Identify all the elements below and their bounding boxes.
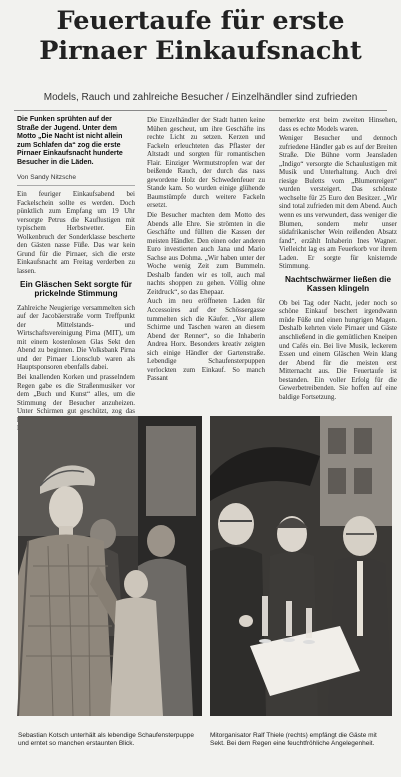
paragraph: bemerkte erst beim zweiten Hinsehen, dass es echte Models waren. [279, 116, 397, 133]
headline-line-1: Feuertaufe für erste [56, 6, 345, 36]
paragraph: Ob bei Tag oder Nacht, jeder noch so schöne Einkauf beschert irgendwann müde Füße und einen hungrigen Magen. Deshalb kehrten viele Pirnaer und Gäste anschließend in die gemütlichen Kneipen und Cafés ein. Bei live Musik, leckerem Essen und einem Gläschen Wein klang der Abend für die meisten erst Mitternacht aus. Die Feuertaufe ist bestanden. Ein voller Erfolg für die Gewerbetreibenden. Sie hoffen auf eine baldige Fortsetzung. [279, 298, 397, 401]
photo-organizer [210, 416, 392, 716]
section-subtitle: Ein Gläschen Sekt sorgte für prickelnde Stimmung [20, 279, 132, 299]
article-byline: Von Sandy Nitzsche [17, 174, 135, 187]
text-column-3 [279, 116, 397, 416]
paragraph: Bei knallenden Korken und prasselndem Regen gabe es die Straßenmusiker vor dem „Buch und Kunst“ alles, um die Stimmung der Besucher anzuheizen. Unter Schirmen gut geschützt, zog das [17, 372, 135, 416]
headline-line-2: Pirnaer Einkaufsnacht [39, 36, 362, 66]
paragraph: Auch im neu eröffneten Laden für Accessoires auf der Schössergasse tummelten sich die Käufer. „Vor allem Schirme und Taschen waren an diesem Abend der Renner“, so die Inhaberin Andrea Horx. Besonders kreativ zeigten sich einige Händler der Gartenstraße. Lebendige Schaufensterpuppen verlockten zum Einkauf. So manch Passant [147, 297, 265, 383]
photo-caption-1: Sebastian Kotsch unterhält als lebendige Schaufensterpuppe und erntet so manchen erstaunten Blick. [18, 732, 194, 747]
paragraph: Weniger Besucher und dennoch zufriedene Händler gab es auf der Breiten Straße. Die Bühne vorm Jeansladen „Indigo“ versorgte die Schaulustigen mit Musik und Unterhaltung. Auch drei riesige Buletts vom „Blumenreigen“ wurden versteigert. Das schönste wechselte für 25 Euro den Besitzer. „Wir sind total zufrieden mit dem Abend. Auch wenn es uns verwundert, dass weniger die Blumen, sondern mehr unser südafrikanischer Wein reißenden Absatz fand“, erzählt Inhaberin Ines Wagner. Vielleicht lag es am Feuerkorb vor ihrem Laden. Er sorgte für knisternde Stimmung. [279, 134, 397, 271]
mannequin-photo-drawing [18, 416, 202, 716]
organizer-photo-drawing [210, 416, 392, 716]
paragraph: Zahlreiche Neugierige versammelten sich auf der Jacobäerstraße vorm Treffpunkt der Mittelstands- und Wirtschaftsvereinigung Pirna (MIT), um mit einem kostenlosen Glas Sekt den Abend zu beginnen. Die Volksbank Pirna und der Pirnaer Lionsclub waren als Hauptsponsoren ebenfalls dabei. [17, 303, 135, 372]
text-column-1 [17, 116, 135, 416]
article-headline [10, 6, 391, 66]
section-subtitle: Nachtschwärmer ließen die Kassen klingeln [284, 274, 392, 294]
article-lead: Die Funken sprühten auf der Straße der Jugend. Unter dem Motto „Die Nacht ist nicht allein zum Schlafen da“ zog die erste Pirnaer Einkaufsnacht hunderte Besucher in die Läden. [17, 116, 123, 166]
headline-divider [14, 110, 387, 111]
text-column-2 [147, 116, 265, 414]
photo-caption-2: Mitorganisator Ralf Thiele (rechts) empfängt die Gäste mit Sekt. Bei dem Regen eine feuchtfröhliche Angelegenheit. [210, 732, 377, 747]
paragraph: Ein feuriger Einkaufsabend bei Fackelschein sollte es werden. Doch pünktlich zum Empfang um 19 Uhr versorgte Petrus die Kauflustigen mit typischem Herbstwetter. Ein Wolkenbruch der Sonderklasse bescherte den Gästen nasse Füße. Das war kein Grund für die Pirnaer, sich die erste Einkaufsnacht am Freitag verderben zu lassen. [17, 190, 135, 276]
paragraph: Die Besucher machten dem Motto des Abends alle Ehre. Sie strömten in die Geschäfte und füllten die Kassen der meisten Händler. Den einen oder anderen Euro investierten auch Jana und Mario Sachse aus Dohma. „Wir haben unter der Woche wenig Zeit zum Bummeln. Deshalb fanden wir es toll, auch mal nachts shoppen zu gehen. Völlig ohne Zeitdruck“, so das Ehepaar. [147, 211, 265, 296]
article-subheadline: Models, Rauch und zahlreiche Besucher / Einzelhändler sind zufrieden [43, 92, 358, 103]
paragraph: Die Einzelhändler der Stadt hatten keine Mühen gescheut, um ihre Geschäfte ins rechte Licht zu setzen. Kerzen und Fackeln erleuchteten das Pflaster der Altstadt und sorgten für romantischen Flair. Einziger Wermutstropfen war der beißende Rauch, der durch das nass gewordene Holz der Schwedenfeuer zu Stande kam. So wurden einige glühende Baumstümpfe durch weitere Fackeln ersetzt. [147, 116, 265, 210]
photo-mannequin [18, 416, 202, 716]
